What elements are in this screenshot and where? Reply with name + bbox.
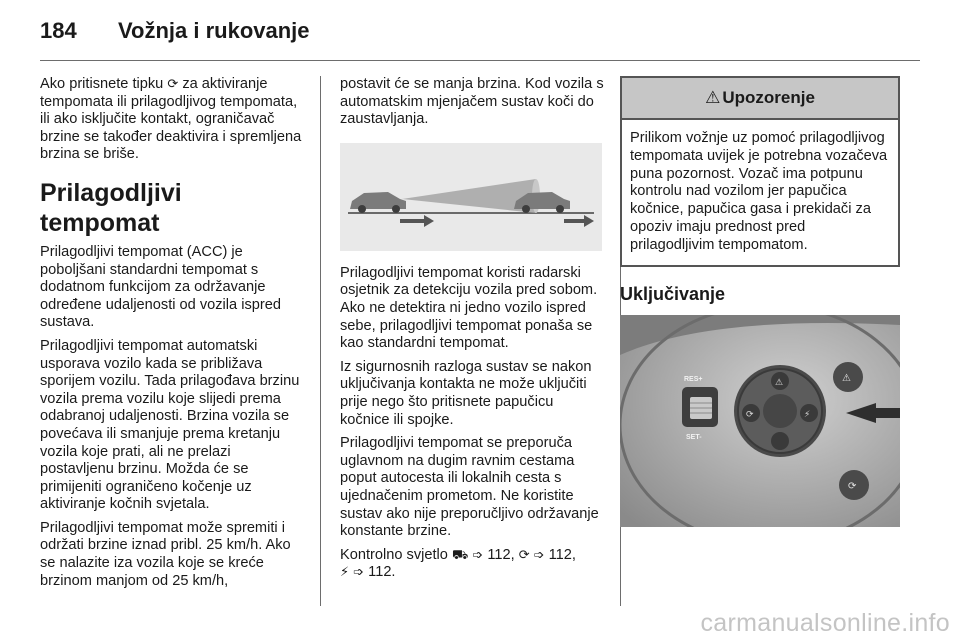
paragraph: Iz sigurnosnih razloga sustav se nakon uključivanja kontakta ne može uključiti prije nego što pritisnete papučicu kočnice ili spojke. bbox=[340, 358, 592, 428]
adaptive-cruise-icon: ⚡ bbox=[340, 565, 350, 581]
paragraph: Prilagodljivi tempomat koristi radarski osjetnik za detekciju vozila pred sobom. Ako ne detektira ni jedno vozilo ispred sebe, prilagodljivi tempomat ponaša se kao standardni tempomat. bbox=[340, 264, 598, 352]
svg-text:⟳: ⟳ bbox=[848, 480, 857, 492]
section-heading-activation: Uključivanje bbox=[620, 283, 726, 304]
warning-title: Upozorenje bbox=[722, 88, 815, 108]
svg-text:⚡: ⚡ bbox=[804, 408, 811, 419]
svg-text:⚠: ⚠ bbox=[842, 372, 851, 384]
paragraph: Prilagodljivi tempomat automatski usporava vozilo kada se približava sporijem vozilu. Tada prilagođava brzinu vozila prema vozilu koje slijedi prema odabranoj udaljenosti. Brzina vozila se povećava ili smanjuje prema kretanju vozila koje prati, ali ne prelazi postavljenu brzinu. Možda će se primijeniti ograničeno kočenje uz aktiviranje kočnih svjetala. bbox=[40, 337, 300, 513]
warning-box bbox=[620, 76, 900, 267]
warning-header bbox=[622, 78, 898, 120]
header-divider bbox=[40, 60, 920, 61]
cruise-control-icon: ⟳ bbox=[167, 77, 179, 92]
intro-paragraph: Ako pritisnete tipku ⟳ za aktiviranje tempomata ili prilagodljivog tempomata, ili ako isključite kontakt, ograničavač brzine se također deaktivira i spremljena brzina se briše. bbox=[40, 76, 302, 163]
warning-text: Prilikom vožnje uz pomoć prilagodljivog tempomata uvijek je potrebna vozačeva puna pozornost. Vozač ima potpunu kontrolu nad vozilom jer papučica kočnice, papučica gasa i prekidači za opoziv imaju prednost pred prilagodljivim tempomatom. bbox=[630, 130, 888, 253]
svg-text:⟳: ⟳ bbox=[746, 408, 754, 419]
res-plus-label: RES+ bbox=[684, 375, 703, 383]
page-number: 184 bbox=[40, 18, 77, 43]
page-ref-arrow-icon: ➩ bbox=[353, 565, 365, 581]
page-header bbox=[40, 14, 920, 56]
paragraph: postavit će se manja brzina. Kod vozila s automatskim mjenjačem sustav koči do zaustavljanja. bbox=[340, 76, 604, 128]
watermark: carmanualsonline.info bbox=[700, 609, 950, 637]
column-3 bbox=[620, 76, 900, 527]
paragraph: Prilagodljivi tempomat se preporuča uglavnom na dugim ravnim cestama poput autocesta ili lokalnih cesta s ujednačenim prometom. Ne koristite sustav ako nije preporučljivo održavanje konstante brzine. bbox=[340, 435, 599, 540]
column-2 bbox=[340, 76, 604, 588]
page-ref-arrow-icon: ➩ bbox=[472, 547, 484, 563]
column-1 bbox=[40, 76, 306, 596]
section-heading-acc: Prilagodljivi tempomat bbox=[40, 178, 182, 237]
arrow-icon bbox=[400, 215, 434, 227]
set-minus-label: SET- bbox=[686, 433, 702, 441]
svg-text:⚠: ⚠ bbox=[775, 376, 784, 387]
page-ref-arrow-icon: ➩ bbox=[533, 547, 545, 563]
warning-triangle-icon: ⚠ bbox=[705, 88, 721, 108]
vehicle-ahead-icon: ⛟ bbox=[451, 547, 469, 563]
paragraph: Prilagodljivi tempomat može spremiti i održati brzine iznad pribl. 25 km/h. Ako se nalazite iza vozila koje se kreće brzinom manjom od 25 km/h, bbox=[40, 519, 291, 589]
arrow-icon bbox=[564, 215, 594, 227]
chapter-title: Vožnja i rukovanje bbox=[118, 18, 310, 43]
reference-paragraph: Kontrolno svjetlo ⛟ ➩ 112, ⟳ ➩ 112, ⚡ ➩ 112. bbox=[340, 546, 576, 581]
cruise-control-icon: ⟳ bbox=[518, 547, 530, 563]
column-divider bbox=[320, 76, 321, 606]
radar-illustration bbox=[340, 143, 602, 251]
paragraph: Prilagodljivi tempomat (ACC) je poboljšani standardni tempomat s dodatnom funkcijom za održavanje određene udaljenosti od vozila ispred sustava. bbox=[40, 243, 281, 331]
steering-wheel-controls-photo bbox=[620, 315, 900, 527]
